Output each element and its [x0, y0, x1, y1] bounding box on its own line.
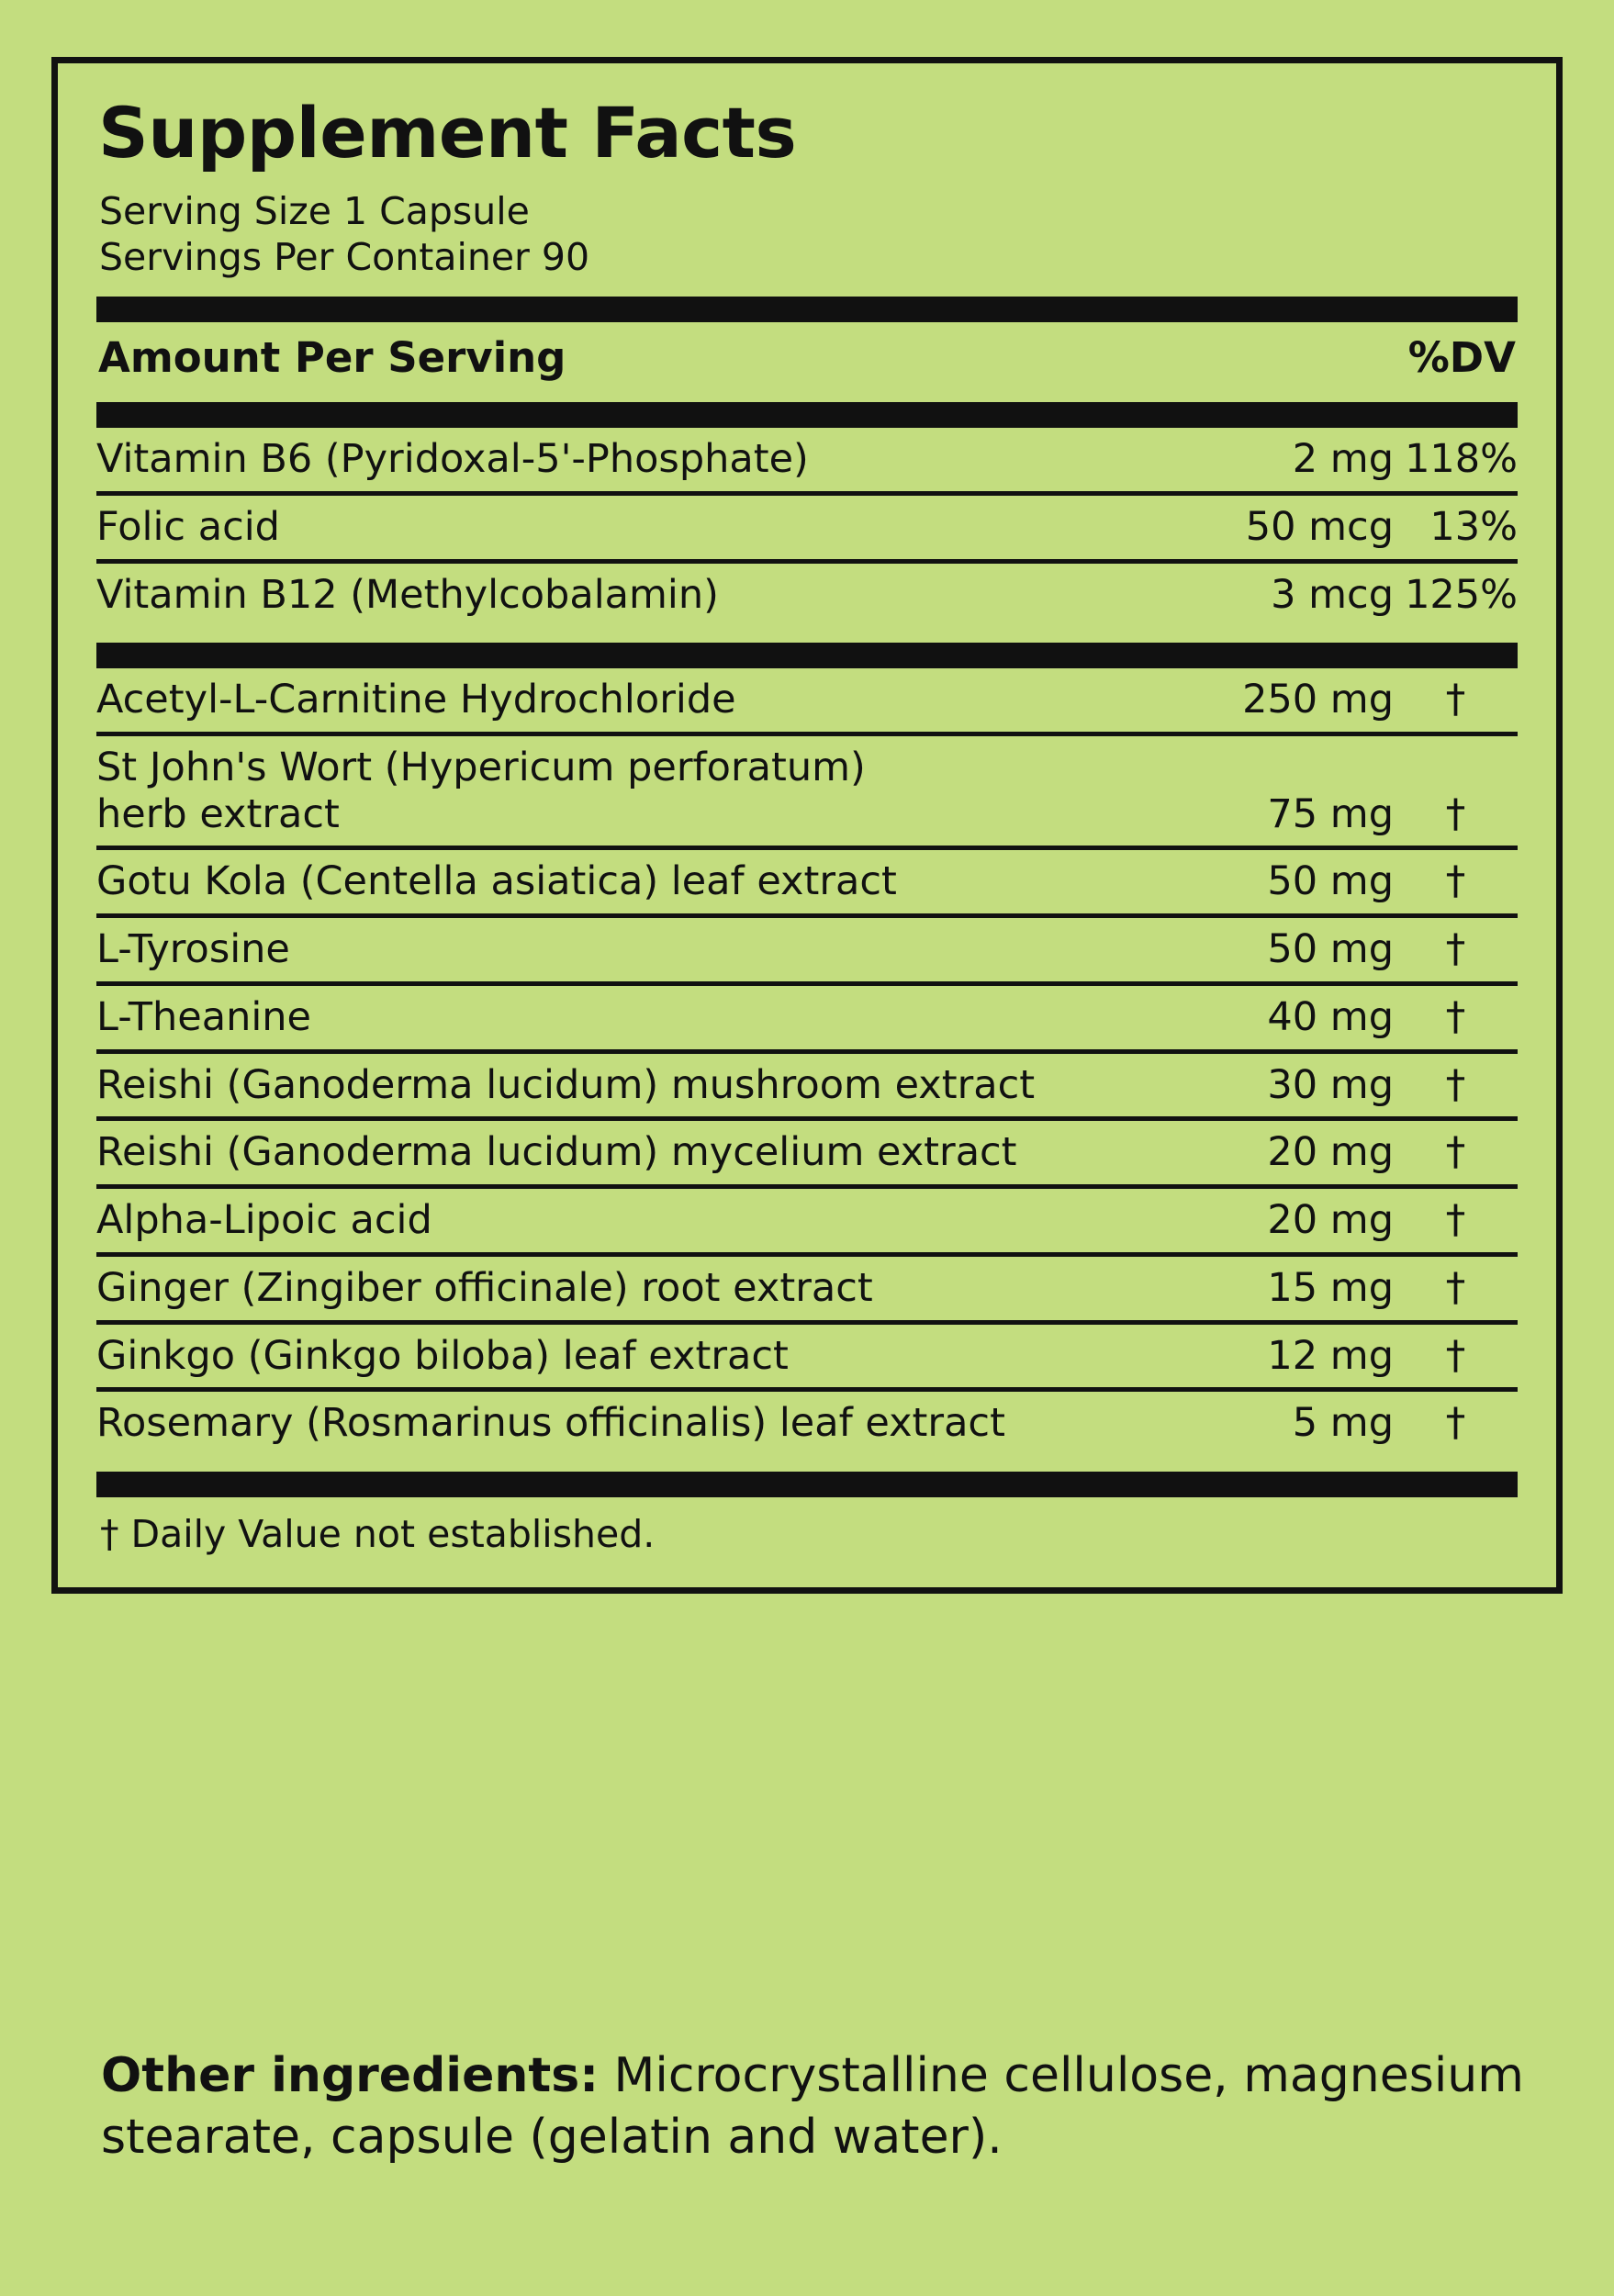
table-row: [96, 1119, 1518, 1187]
ingredient-amount: 20 mg: [1164, 1119, 1394, 1187]
table-row: [96, 983, 1518, 1051]
divider-bar-middle: [96, 643, 1518, 668]
ingredient-dv: †: [1394, 983, 1518, 1051]
ingredient-amount: 20 mg: [1164, 1187, 1394, 1255]
table-row: [96, 734, 1518, 847]
ingredient-name: Acetyl-L-Carnitine Hydrochloride: [96, 668, 1164, 734]
table-row: [96, 561, 1518, 626]
ingredient-amount: 75 mg: [1164, 734, 1394, 847]
table-row: [96, 1254, 1518, 1322]
divider-bar-bottom: [96, 1472, 1518, 1497]
ingredient-name: Ginger (Zingiber officinale) root extract: [96, 1254, 1164, 1322]
amount-per-serving-header: [96, 322, 1518, 393]
ingredient-amount: 50 mg: [1164, 848, 1394, 916]
ingredient-dv: †: [1445, 1400, 1466, 1447]
ingredient-amount: 12 mg: [1164, 1322, 1394, 1390]
table-row: [96, 916, 1518, 984]
amount-per-serving-label: Amount Per Serving: [98, 333, 566, 383]
ingredients-table: [96, 668, 1518, 1455]
ingredient-amount: 30 mg: [1164, 1051, 1394, 1119]
ingredient-dv: †: [1394, 916, 1518, 984]
ingredient-name: L-Tyrosine: [96, 916, 1164, 984]
vitamins-table: [96, 428, 1518, 626]
ingredient-name: Ginkgo (Ginkgo biloba) leaf extract: [96, 1322, 1164, 1390]
table-row: [96, 1322, 1518, 1390]
ingredient-name-line2: herb extract: [96, 790, 340, 837]
ingredient-amount: 50 mcg: [1164, 493, 1394, 561]
ingredient-name: Reishi (Ganoderma lucidum) mushroom extract: [96, 1051, 1164, 1119]
table-row: [96, 493, 1518, 561]
ingredient-dv: †: [1394, 1322, 1518, 1390]
ingredient-name: Folic acid: [96, 493, 1164, 561]
daily-value-label: %DV: [1407, 333, 1516, 383]
ingredient-dv: †: [1394, 734, 1518, 847]
ingredient-amount: 3 mcg: [1271, 571, 1394, 618]
other-ingredients: [101, 2045, 1552, 2167]
ingredient-dv: †: [1394, 1187, 1518, 1255]
divider-bar-top: [96, 297, 1518, 322]
ingredient-dv: †: [1394, 1119, 1518, 1187]
table-row: [96, 1390, 1518, 1455]
ingredient-dv: †: [1394, 848, 1518, 916]
ingredient-amount: 50 mg: [1164, 916, 1394, 984]
ingredient-amount: 250 mg: [1164, 668, 1394, 734]
table-row: [96, 668, 1518, 734]
other-ingredients-label: Other ingredients:: [101, 2048, 600, 2103]
ingredient-amount: 5 mg: [1292, 1400, 1394, 1447]
ingredient-dv: 118%: [1394, 428, 1518, 493]
supplement-facts-panel: [51, 57, 1563, 1594]
ingredient-name: Gotu Kola (Centella asiatica) leaf extract: [96, 848, 1164, 916]
ingredient-dv: †: [1394, 668, 1518, 734]
table-row: [96, 428, 1518, 493]
other-ingredients-text: Microcrystalline cellulose, magnesium stearate, capsule (gelatin and water).: [101, 2048, 1524, 2165]
table-row: [96, 848, 1518, 916]
ingredient-dv: 125%: [1405, 571, 1518, 618]
ingredient-amount: 15 mg: [1164, 1254, 1394, 1322]
ingredient-dv: †: [1394, 1051, 1518, 1119]
ingredient-name: Rosemary (Rosmarinus officinalis) leaf extract: [96, 1400, 1005, 1447]
ingredient-amount: 2 mg: [1164, 428, 1394, 493]
ingredient-name-line1: St John's Wort (Hypericum perforatum): [96, 744, 866, 790]
ingredient-name: Vitamin B12 (Methylcobalamin): [96, 571, 719, 618]
daily-value-footnote: † Daily Value not established.: [100, 1512, 656, 1557]
divider-bar-header: [96, 402, 1518, 428]
servings-per-container-text: Servings Per Container 90: [99, 235, 590, 280]
ingredient-name: Alpha-Lipoic acid: [96, 1187, 1164, 1255]
ingredient-dv: †: [1394, 1254, 1518, 1322]
serving-size-text: Serving Size 1 Capsule: [99, 189, 530, 233]
ingredient-name: Vitamin B6 (Pyridoxal-5'-Phosphate): [96, 428, 1164, 493]
table-row: [96, 1051, 1518, 1119]
ingredient-name: [96, 734, 1164, 847]
panel-title: Supplement Facts: [98, 92, 797, 174]
ingredient-name: L-Theanine: [96, 983, 1164, 1051]
ingredient-name: Reishi (Ganoderma lucidum) mycelium extract: [96, 1119, 1164, 1187]
ingredient-amount: 40 mg: [1164, 983, 1394, 1051]
ingredient-dv: 13%: [1394, 493, 1518, 561]
table-row: [96, 1187, 1518, 1255]
